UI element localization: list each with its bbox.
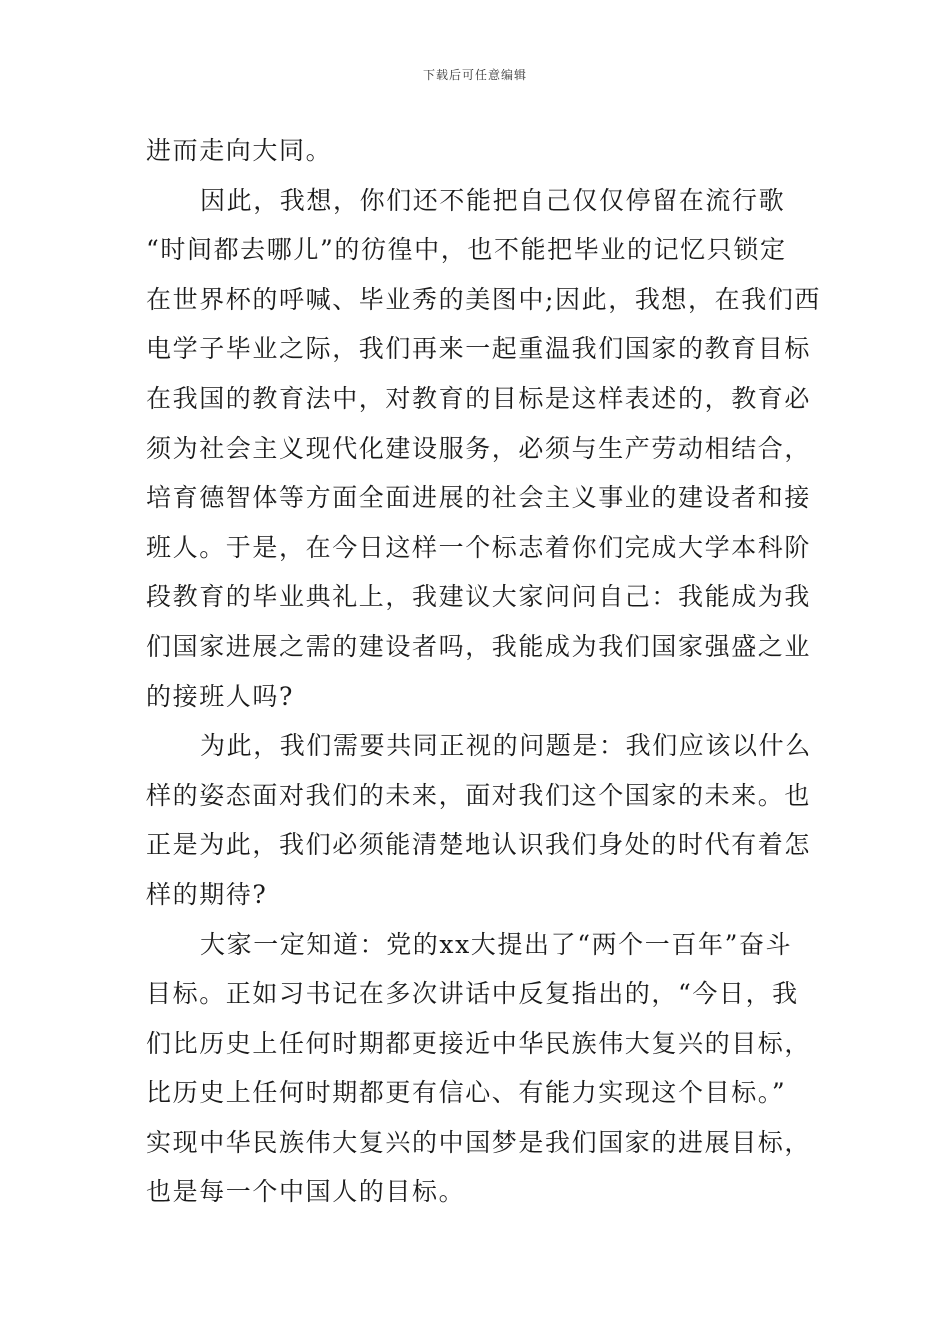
text-line: 培育德智体等方面全面进展的社会主义事业的建设者和接: [146, 483, 812, 513]
text-line: 们国家进展之需的建设者吗，我能成为我们国家强盛之业: [146, 631, 812, 661]
page-header: 下载后可任意编辑: [422, 68, 527, 82]
text-line: 班人。于是，在今日这样一个标志着你们完成大学本科阶: [146, 532, 812, 562]
text-line: 须为社会主义现代化建设服务，必须与生产劳动相结合，: [146, 433, 812, 463]
text-line: “时间都去哪儿”的彷徨中，也不能把毕业的记忆只锁定: [146, 235, 787, 265]
text-line: 的接班人吗?: [146, 681, 295, 711]
text-line: 在世界杯的呼喊、毕业秀的美图中;因此，我想，在我们西: [146, 284, 822, 314]
paragraph-start-line: 为此，我们需要共同正视的问题是：我们应该以什么: [200, 731, 812, 761]
text-line: 们比历史上任何时期都更接近中华民族伟大复兴的目标，: [146, 1028, 812, 1058]
text-line: 目标。正如习书记在多次讲话中反复指出的，“今日，我: [146, 979, 799, 1009]
text-line: 比历史上任何时期都更有信心、有能力实现这个目标。”: [146, 1078, 787, 1108]
text-line: 电学子毕业之际，我们再来一起重温我们国家的教育目标: [146, 334, 812, 364]
text-line: 正是为此，我们必须能清楚地认识我们身处的时代有着怎: [146, 830, 812, 860]
document-body: [146, 126, 822, 1217]
paragraph-start-line: 大家一定知道：党的xx大提出了“两个一百年”奋斗: [200, 929, 793, 959]
text-line: 进而走向大同。: [146, 136, 333, 165]
text-line: 在我国的教育法中，对教育的目标是这样表述的，教育必: [146, 383, 812, 413]
paragraph-start-line: 因此，我想，你们还不能把自己仅仅停留在流行歌: [200, 185, 786, 215]
text-line: 样的姿态面对我们的未来，面对我们这个国家的未来。也: [146, 780, 812, 810]
text-line: 段教育的毕业典礼上，我建议大家问问自己：我能成为我: [146, 582, 812, 612]
text-line: 也是每一个中国人的目标。: [146, 1177, 466, 1207]
text-line: 样的期待?: [146, 879, 268, 909]
text-line: 实现中华民族伟大复兴的中国梦是我们国家的进展目标，: [146, 1127, 812, 1157]
